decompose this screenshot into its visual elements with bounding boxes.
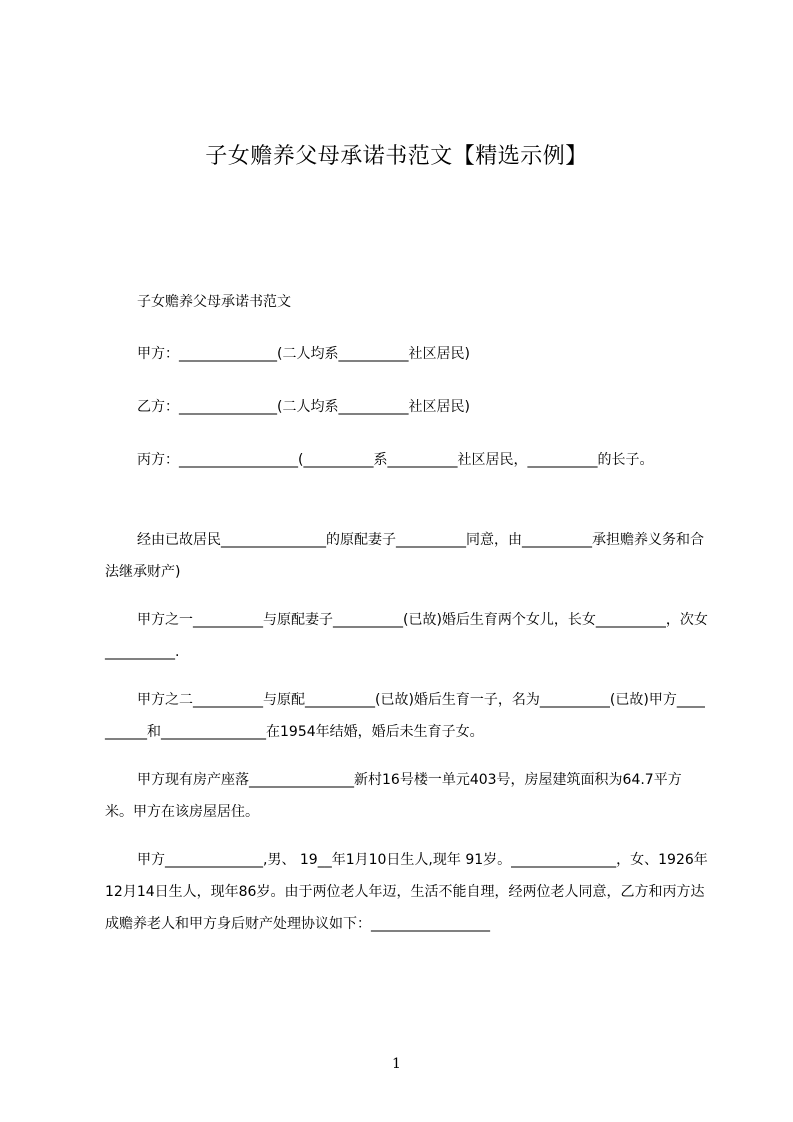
family-paragraph-2: 甲方之二__________与原配__________(已故)婚后生育一子，名为__________(已故)甲方__________和_______________在1954年结婚，婚后未生育子女。: [105, 692, 705, 740]
document-title: 子女赡养父母承诺书范文【精选示例】: [205, 144, 588, 169]
family-paragraph-1: 甲方之一__________与原配妻子__________(已故)婚后生育两个女儿，长女__________，次女__________.: [105, 612, 708, 660]
document-subtitle: 子女赡养父母承诺书范文: [137, 294, 291, 310]
party-b-paragraph: 乙方：______________(二人均系__________社区居民): [137, 399, 470, 415]
consent-paragraph: 经由已故居民_______________的原配妻子__________同意，由__________承担赡养义务和合法继承财产): [105, 532, 704, 580]
party-c-paragraph: 丙方：_________________(__________系__________社区居民，__________的长子。: [137, 452, 654, 468]
agreement-paragraph: 甲方______________,男、 19__年1月10日生人,现年 91岁。_______________，女、1926年12月14日生人，现年86岁。由于两位老人年迈，生活不能自理，经两位老人同意，乙方和丙方达成赡养老人和甲方身后财产处理协议如下：_________________: [105, 852, 708, 932]
party-a-paragraph: 甲方：______________(二人均系__________社区居民): [137, 346, 470, 362]
page-number: 1: [392, 1056, 401, 1072]
property-paragraph: 甲方现有房产座落_______________新村16号楼一单元403号，房屋建筑面积为64.7平方米。甲方在该房屋居住。: [105, 772, 682, 820]
